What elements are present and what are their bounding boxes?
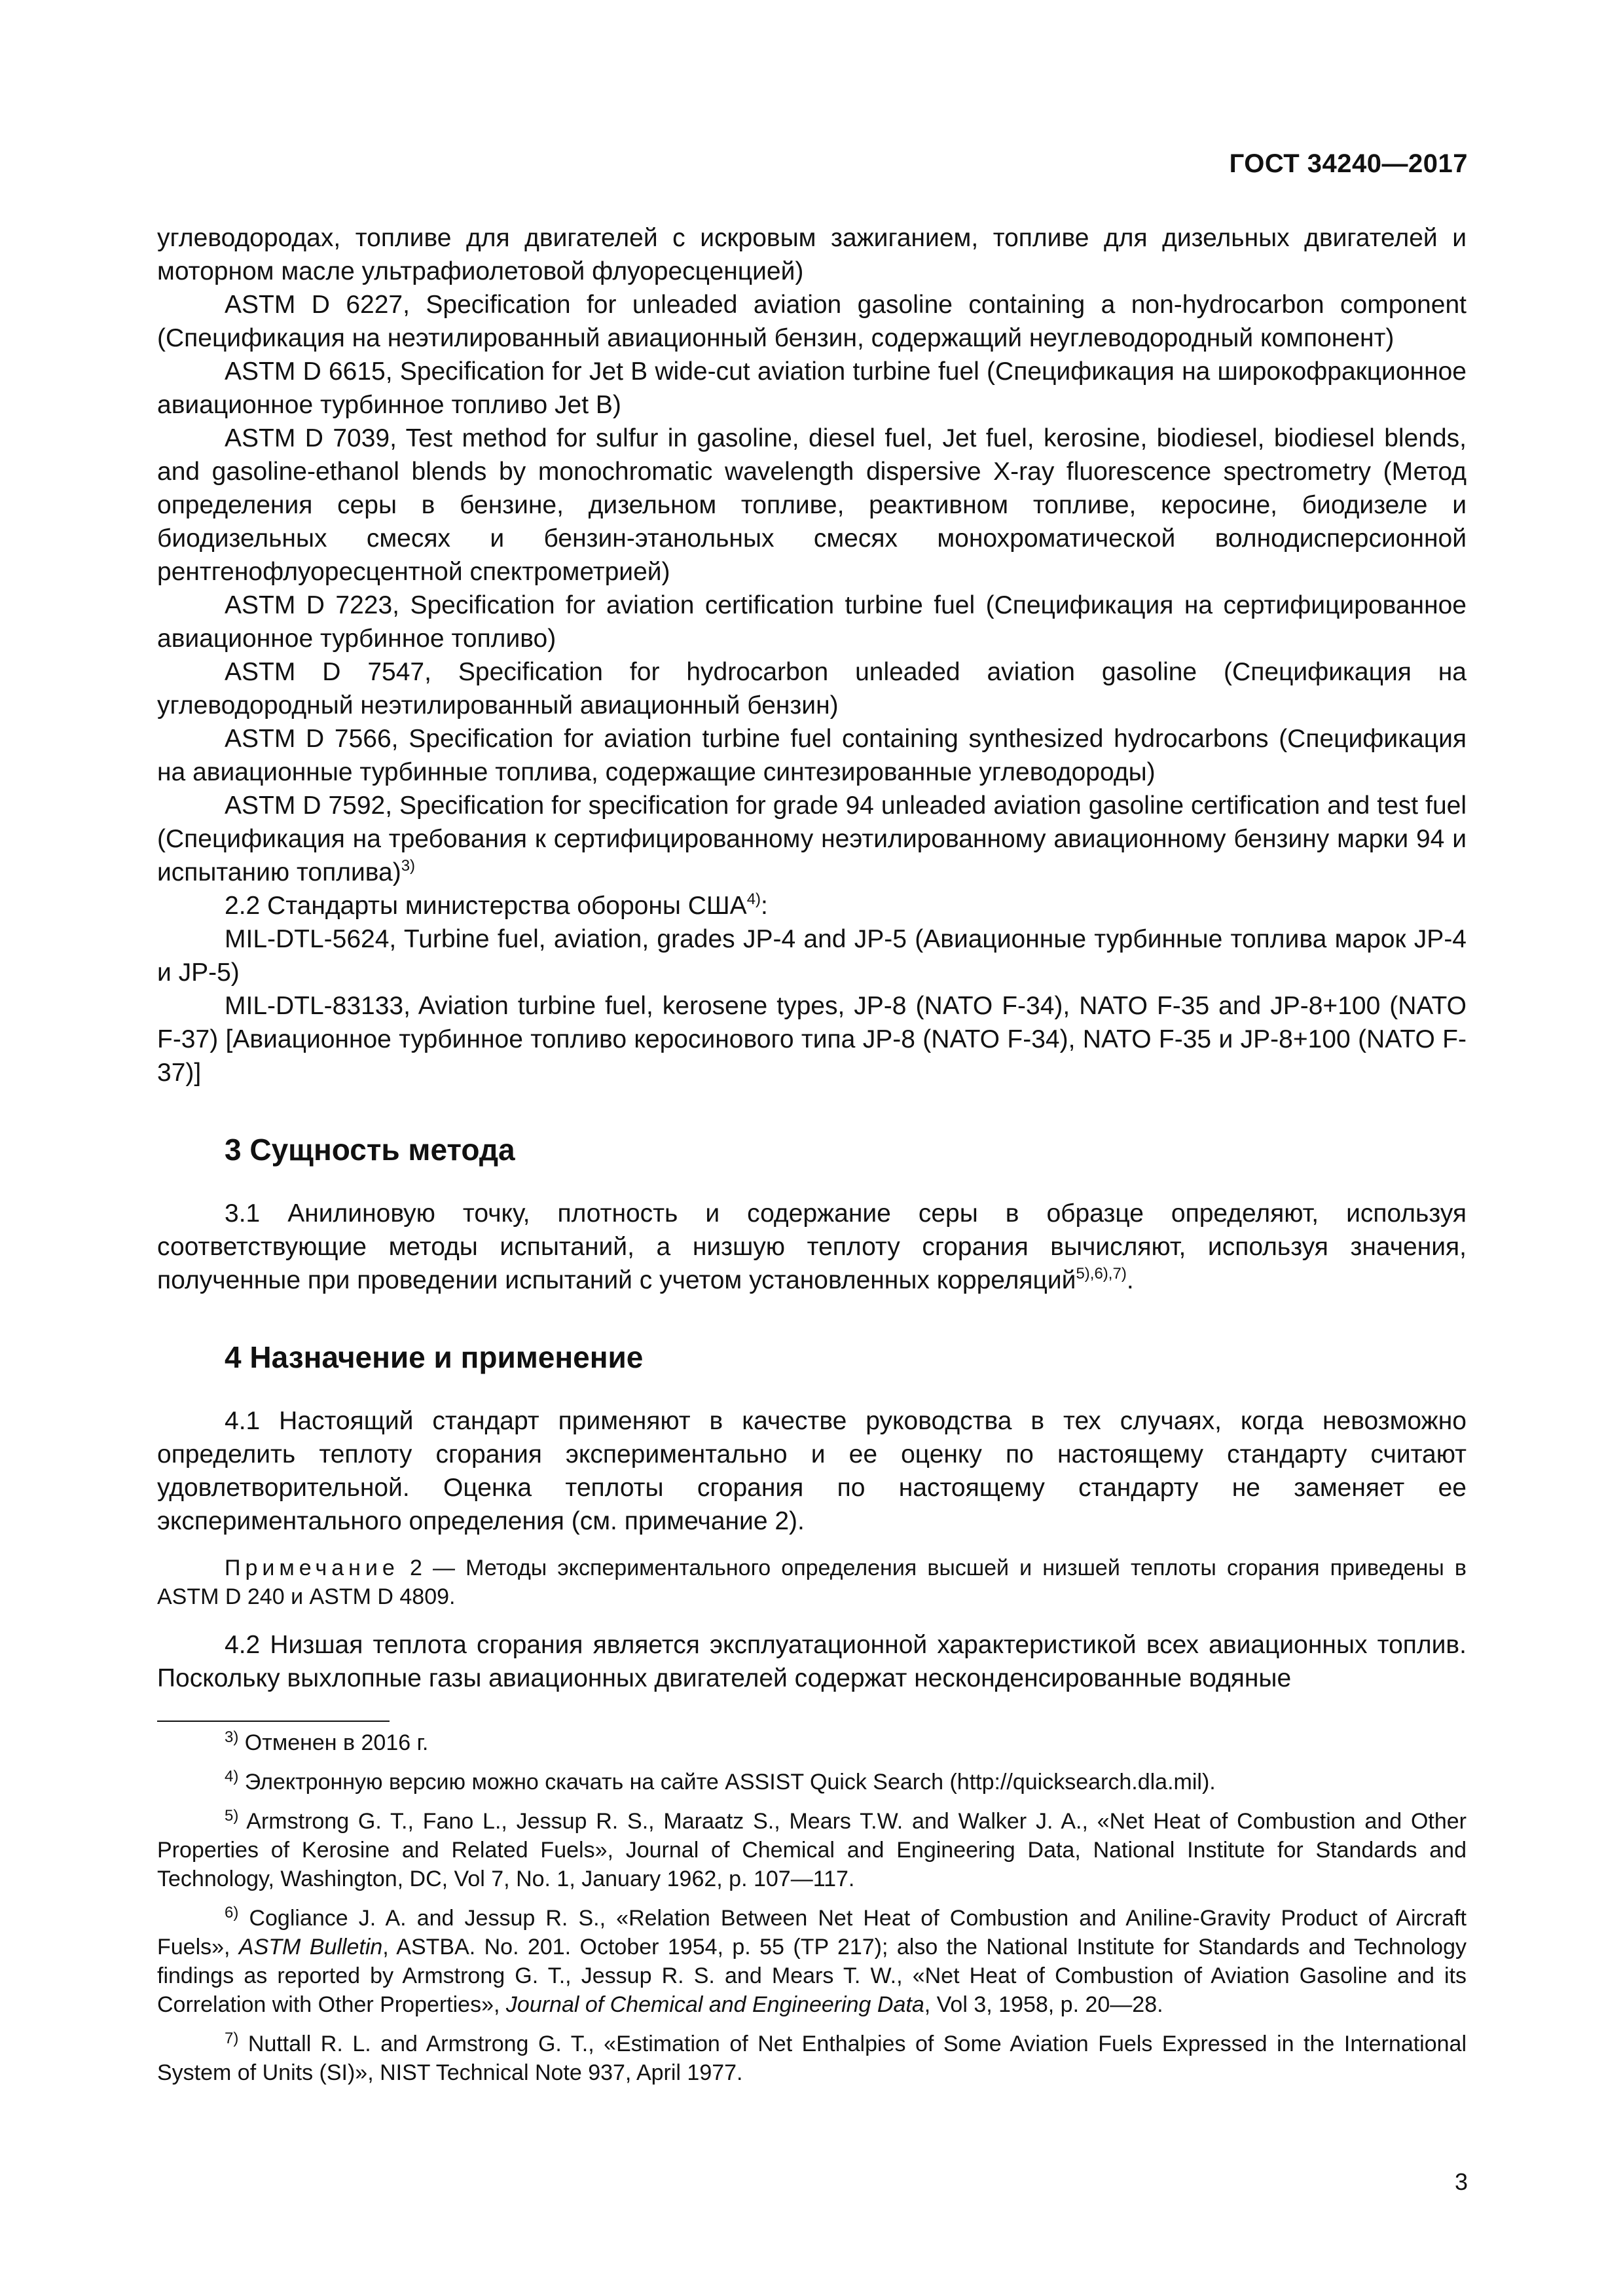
paragraph-4-2: 4.2 Низшая теплота сгорания является эксплуатационной характеристикой всех авиационных топлив. Поскольку выхлопные газы авиационных двигателей содержат несконденсированные водяные xyxy=(157,1631,1467,1692)
paragraph-end: . xyxy=(1126,1266,1134,1294)
footnote-separator xyxy=(157,1721,390,1722)
footnote-text: , ASTBA. No. 201. October 1954, p. 55 (TP 217); also the National Institute for Standards and Technology findings as reported by Armstrong G. T., Jessup R. S. and Mears T. W., «Net Heat of Combustion of Aviation Gasoline and its Correlation with Other Properties», xyxy=(157,1935,1467,2017)
paragraph-4-1: 4.1 Настоящий стандарт применяют в качестве руководства в тех случаях, когда невозможно определить теплоту сгорания экспериментально и ее оценку по настоящему стандарту считают удовлетворительной. Оценка теплоты сгорания по настоящему стандарту не заменяет ее экспериментального определения (см. примечание 2). xyxy=(157,1407,1467,1535)
note-2 xyxy=(157,1554,1467,1611)
footnote-marker: 5),6),7) xyxy=(1076,1265,1127,1283)
reference-astm-d7566: ASTM D 7566, Specification for aviation turbine fuel containing synthesized hydrocarbons (Спецификация на авиационные турбинные топлива, содержащие синтезированные углеводороды) xyxy=(157,725,1467,786)
footnote-italic-journal: Journal of Chemical and Engineering Data xyxy=(505,1992,924,2017)
reference-text: ASTM D 7592, Specification for specification for grade 94 unleaded aviation gasoline certification and test fuel (Спецификация на требования к сертифицированному неэтилированному авиационному бензину марки 94 и испытанию топлива) xyxy=(157,792,1467,886)
subsection-text: 2.2 Стандарты министерства обороны США xyxy=(225,892,747,920)
footnote-text: Электронную версию можно скачать на сайте ASSIST Quick Search (http://quicksearch.dla.mil). xyxy=(244,1770,1216,1795)
paragraph-3-1 xyxy=(157,1197,1467,1297)
document-code-header: ГОСТ 34240—2017 xyxy=(1229,149,1468,178)
footnotes xyxy=(157,1728,1467,2098)
section-3-heading: 3 Сущность метода xyxy=(225,1133,515,1167)
footnote-number: 6) xyxy=(225,1904,239,1922)
reference-mil-dtl-5624: MIL-DTL-5624, Turbine fuel, aviation, grades JP-4 and JP-5 (Авиационные турбинные топлива марок JP-4 и JP-5) xyxy=(157,925,1467,987)
body-text xyxy=(157,221,1467,1695)
subsection-2-2 xyxy=(157,889,1467,922)
footnote-5 xyxy=(157,1807,1467,1893)
footnote-4 xyxy=(157,1768,1467,1796)
footnote-number: 7) xyxy=(225,2030,239,2047)
footnote-italic-journal: ASTM Bulletin xyxy=(238,1935,383,1959)
footnote-marker: 4) xyxy=(746,890,761,908)
note-text: 2 — Методы экспериментального определения высшей и низшей теплоты сгорания приведены в ASTM D 240 и ASTM D 4809. xyxy=(157,1556,1467,1609)
footnote-text: Nuttall R. L. and Armstrong G. T., «Estimation of Net Enthalpies of Some Aviation Fuels Expressed in the International System of Units (SI)», NIST Technical Note 937, April 1977. xyxy=(157,2032,1467,2085)
footnote-text: Armstrong G. T., Fano L., Jessup R. S., Maraatz S., Mears T.W. and Walker J. A., «Net Heat of Combustion and Other Properties of Kerosine and Related Fuels», Journal of Chemical and Engineering Data, National Institute for Standards and Technology, Washington, DC, Vol 7, No. 1, January 1962, p. 107—117. xyxy=(157,1809,1467,1891)
footnote-7 xyxy=(157,2030,1467,2087)
section-4-heading: 4 Назначение и применение xyxy=(225,1340,644,1374)
footnote-text: Cogliance J. A. and Jessup R. S., «Relation Between Net Heat of Combustion and Aniline-Gravity Product of Aircraft Fuels», xyxy=(157,1906,1467,1959)
reference-astm-d6227: ASTM D 6227, Specification for unleaded aviation gasoline containing a non-hydrocarbon component (Спецификация на неэтилированный авиационный бензин, содержащий неуглеводородный компонент) xyxy=(157,291,1467,352)
footnote-text: Отменен в 2016 г. xyxy=(244,1730,429,1755)
footnote-number: 3) xyxy=(225,1728,239,1746)
reference-mil-dtl-83133: MIL-DTL-83133, Aviation turbine fuel, kerosene types, JP-8 (NATO F-34), NATO F-35 and JP-8+100 (NATO F-37) [Авиационное турбинное топливо керосинового типа JP-8 (NATO F-34), NATO F-35 и JP-8+100 (NATO F-37)] xyxy=(157,992,1467,1087)
footnote-number: 5) xyxy=(225,1807,239,1825)
reference-astm-d7223: ASTM D 7223, Specification for aviation certification turbine fuel (Спецификация на сертифицированное авиационное турбинное топливо) xyxy=(157,591,1467,653)
reference-astm-d7547: ASTM D 7547, Specification for hydrocarbon unleaded aviation gasoline (Спецификация на углеводородный неэтилированный авиационный бензин) xyxy=(157,658,1467,720)
subsection-colon: : xyxy=(761,892,768,920)
reference-astm-d7592 xyxy=(157,789,1467,889)
note-label: Примечание xyxy=(225,1556,399,1580)
footnote-6 xyxy=(157,1904,1467,2019)
page-number: 3 xyxy=(1454,2168,1468,2195)
reference-astm-d7039: ASTM D 7039, Test method for sulfur in gasoline, diesel fuel, Jet fuel, kerosine, biodiesel, biodiesel blends, and gasoline-ethanol blends by monochromatic wavelength dispersive X-ray fluorescence spectrometry (Метод определения серы в бензине, дизельном топливе, реактивном топливе, керосине, биодизеле и биодизельных смесях и бензин-этанольных смесях монохроматической волнодисперсионной рентгенофлуоресцентной спектрометрией) xyxy=(157,424,1467,586)
footnote-3 xyxy=(157,1728,1467,1757)
reference-astm-d6615: ASTM D 6615, Specification for Jet B wide-cut aviation turbine fuel (Спецификация на широкофракционное авиационное турбинное топливо Jet B) xyxy=(157,357,1467,419)
paragraph-text: 3.1 Анилиновую точку, плотность и содержание серы в образце определяют, используя соответствующие методы испытаний, а низшую теплоту сгорания вычисляют, используя значения, полученные при проведении испытаний с учетом установленных корреляций xyxy=(157,1199,1467,1294)
footnote-number: 4) xyxy=(225,1768,239,1785)
footnote-text: , Vol 3, 1958, p. 20—28. xyxy=(924,1992,1163,2017)
footnote-marker: 3) xyxy=(401,857,416,875)
continuation-paragraph: углеводородах, топливе для двигателей с искровым зажиганием, топливе для дизельных двигателей и моторном масле ультрафиолетовой флуоресценцией) xyxy=(157,224,1467,285)
